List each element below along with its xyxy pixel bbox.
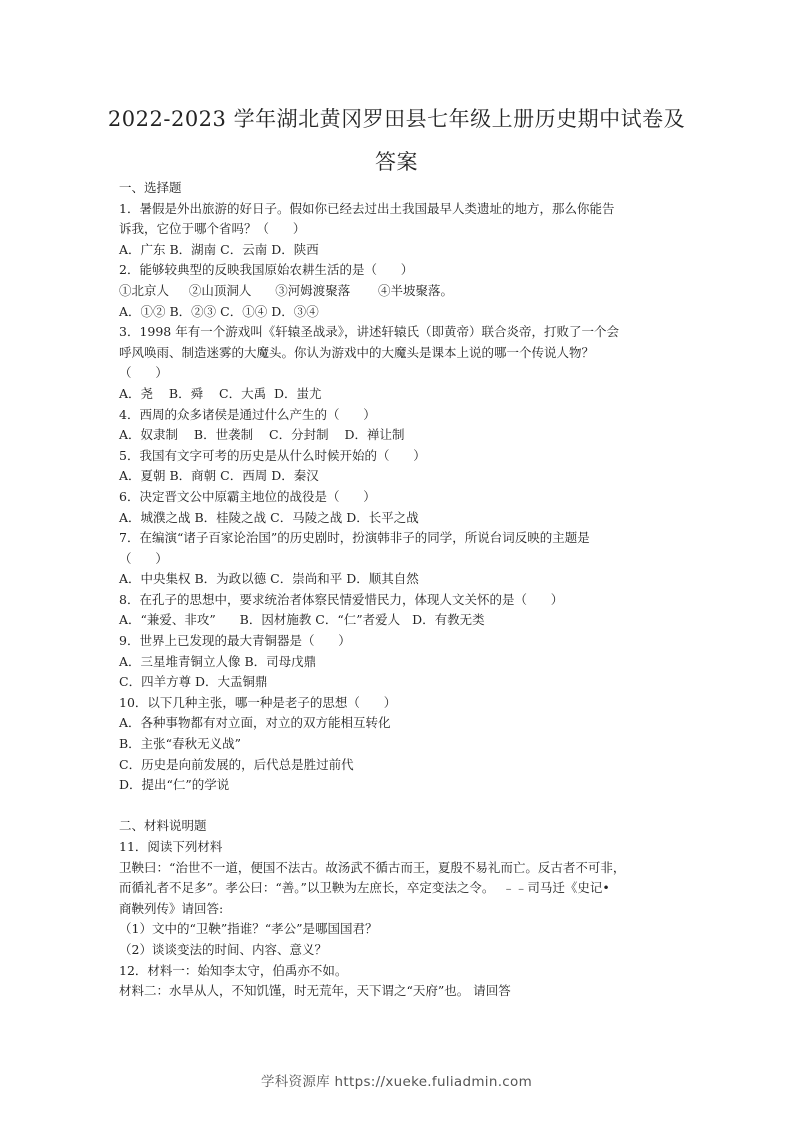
text-line: 呼风唤雨、制造迷雾的大魔头。你认为游戏中的大魔头是课本上说的哪一个传说人物？ [119,344,595,360]
text-line: 11．阅读下列材料 [119,839,223,854]
text-line: 材料二：水旱从人，不知饥馑，时无荒年，天下谓之“天府”也。 请回答 [119,983,511,999]
text-line: （ ） [119,550,168,566]
footer-watermark: 学科资源库 https://xueke.fuliadmin.com [260,1074,533,1090]
text-line: C．四羊方尊 D．大盂铜鼎 [119,674,268,690]
text-line: 1．暑假是外出旅游的好日子。假如你已经去过出土我国最早人类遗址的地方，那么你能告 [119,200,615,216]
text-line: 12．材料一：始知李太守，伯禹亦不如。 [119,962,348,978]
text-line: （2）谈谈变法的时间、内容、意义？ [119,941,327,957]
text-line: A．①② B．②③ C．①④ D．③④ [119,303,319,319]
text-line: 诉我，它位于哪个省吗？（ ） [119,221,306,237]
text-line: C．历史是向前发展的，后代总是胜过前代 [119,756,354,772]
text-line: 商鞅列传》请回答: [119,900,224,916]
text-line: A．“兼爱、非攻” B．因材施教 C．“仁”者爱人 D．有教无类 [119,612,485,628]
text-line: 2．能够较典型的反映我国原始农耕生活的是（ ） [119,262,414,278]
document-title-line-2: 答案 [375,150,418,174]
text-line: 10．以下几种主张，哪一种是老子的思想（ ） [119,694,397,710]
text-line: 5．我国有文字可考的历史是从什么时候开始的（ ） [119,447,426,463]
text-line: 卫鞅曰：“治世不一道，便国不法古。故汤武不循古而王，夏殷不易礼而亡。反古者不可非， [119,859,626,875]
text-line: A．尧 B．舜 C．大禹 D．蚩尤 [119,385,322,401]
blank-line [119,796,679,817]
text-line: 二、材料说明题 [119,818,207,834]
text-line: A．中央集权 B．为政以德 C．崇尚和平 D．顺其自然 [119,571,419,587]
text-line: 9．世界上已发现的最大青铜器是（ ） [119,633,351,649]
text-line: A．夏朝 B．商朝 C．西周 D．秦汉 [119,468,319,484]
text-line: B．主张“春秋无义战” [119,736,241,752]
text-line: A．三星堆青铜立人像 B．司母戊鼎 [119,653,317,669]
document-body [119,178,679,1002]
text-line: A．城濮之战 B．桂陵之战 C．马陵之战 D．长平之战 [119,509,419,525]
text-line: （1）文中的“卫鞅”指谁？“孝公”是哪国国君？ [119,921,378,937]
text-line: （ ） [119,365,168,381]
text-line: 4．西周的众多诸侯是通过什么产生的（ ） [119,406,376,422]
text-line: 6．决定晋文公中原霸主地位的战役是（ ） [119,488,376,504]
text-line: ①北京人 ②山顶洞人 ③河姆渡聚落 ④半坡聚落。 [119,282,454,298]
text-line: D．提出“仁”的学说 [119,777,230,793]
text-line: A．各种事物都有对立面，对立的双方能相互转化 [119,715,391,731]
text-line: 8．在孔子的思想中，要求统治者体察民情爱惜民力，体现人文关怀的是（ ） [119,591,564,607]
text-line: 3．1998 年有一个游戏叫《轩辕圣战录》，讲述轩辕氏（即黄帝）联合炎帝，打败了一个会 [119,324,619,340]
document-title-line-1: 2022-2023 学年湖北黄冈罗田县七年级上册历史期中试卷及 [107,107,686,131]
text-line: A．奴隶制 B．世袭制 C．分封制 D．禅让制 [119,427,405,443]
text-line: 一、选择题 [119,180,182,195]
text-line: A．广东 B．湖南 C．云南 D．陕西 [119,241,319,257]
text-line: 7．在编演“诸子百家论治国”的历史剧时，扮演韩非子的同学，所说台词反映的主题是 [119,530,590,546]
text-line: 而循礼者不足多”。孝公曰：“善。”以卫鞅为左庶长，卒定变法之令。 ﹣﹣司马迁《史记• [119,880,610,896]
